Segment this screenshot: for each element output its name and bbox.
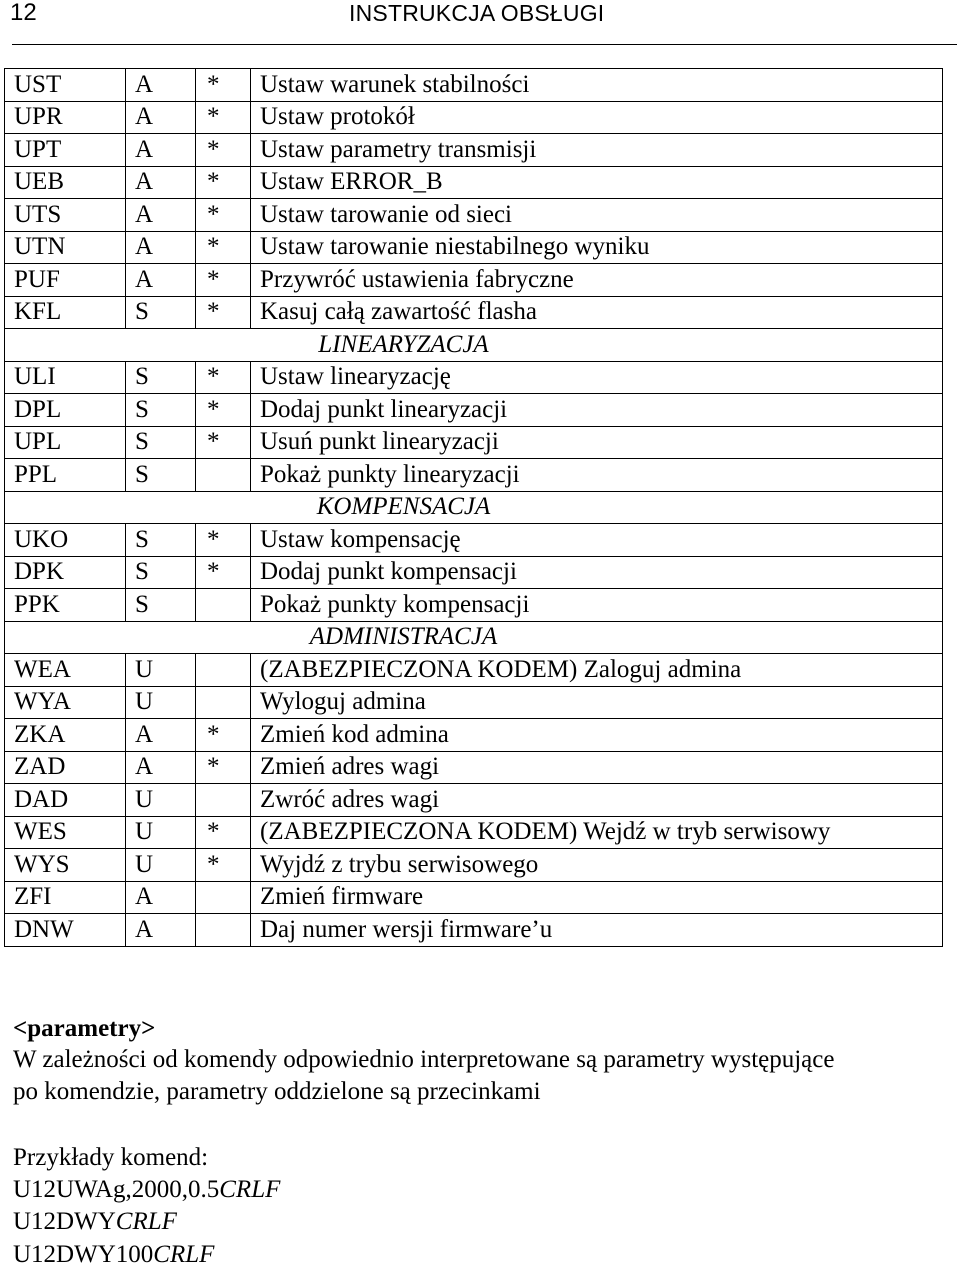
command-code: PPL (5, 459, 126, 492)
command-description: Wyloguj admina (251, 686, 943, 719)
command-mode: U (126, 849, 196, 882)
command-flag (196, 686, 251, 719)
params-description (13, 1044, 834, 1107)
command-code: UPL (5, 426, 126, 459)
command-code: UPT (5, 134, 126, 167)
table-row (5, 751, 943, 784)
command-mode: A (126, 231, 196, 264)
examples-section (13, 1142, 280, 1271)
command-mode: A (126, 719, 196, 752)
command-code: PUF (5, 264, 126, 297)
command-flag: * (196, 231, 251, 264)
command-mode: S (126, 459, 196, 492)
command-code: ZFI (5, 881, 126, 914)
table-row (5, 296, 943, 329)
command-mode: U (126, 686, 196, 719)
command-code: UKO (5, 524, 126, 557)
command-mode: A (126, 69, 196, 102)
example-terminator: CRLF (115, 1208, 177, 1236)
example-command-text: U12UWAg,2000,0.5 (13, 1176, 220, 1204)
command-mode: U (126, 784, 196, 817)
command-code: WYS (5, 849, 126, 882)
command-description: Ustaw protokół (251, 101, 943, 134)
command-description: Przywróć ustawienia fabryczne (251, 264, 943, 297)
command-code: DPL (5, 394, 126, 427)
command-code: ZAD (5, 751, 126, 784)
command-flag: * (196, 166, 251, 199)
table-row (5, 101, 943, 134)
command-mode: S (126, 394, 196, 427)
command-mode: A (126, 134, 196, 167)
command-flag (196, 784, 251, 817)
command-flag: * (196, 394, 251, 427)
command-description: Ustaw linearyzację (251, 361, 943, 394)
command-table (4, 68, 943, 947)
command-flag: * (196, 264, 251, 297)
command-flag (196, 589, 251, 622)
section-row (5, 621, 943, 654)
command-mode: S (126, 556, 196, 589)
params-description-line: W zależności od komendy odpowiednio interpretowane są parametry występujące (13, 1046, 835, 1073)
command-mode: A (126, 881, 196, 914)
table-row (5, 686, 943, 719)
example-command-text: U12DWY (13, 1208, 116, 1236)
command-description: (ZABEZPIECZONA KODEM) Wejdź w tryb serwisowy (251, 816, 943, 849)
command-code: DAD (5, 784, 126, 817)
command-mode: A (126, 199, 196, 232)
command-flag (196, 654, 251, 687)
command-flag: * (196, 361, 251, 394)
command-description: Kasuj całą zawartość flasha (251, 296, 943, 329)
table-row (5, 199, 943, 232)
command-code: UEB (5, 166, 126, 199)
command-description: Usuń punkt linearyzacji (251, 426, 943, 459)
table-row (5, 654, 943, 687)
section-heading: ADMINISTRACJA (5, 621, 943, 654)
command-code: PPK (5, 589, 126, 622)
section-row (5, 491, 943, 524)
params-heading: <parametry> (13, 1015, 156, 1042)
table-row (5, 134, 943, 167)
command-mode: S (126, 524, 196, 557)
command-flag: * (196, 134, 251, 167)
command-description: Pokaż punkty linearyzacji (251, 459, 943, 492)
command-code: UPR (5, 101, 126, 134)
table-row (5, 914, 943, 947)
table-row (5, 231, 943, 264)
command-flag: * (196, 296, 251, 329)
example-terminator: CRLF (153, 1240, 215, 1268)
command-code: UTS (5, 199, 126, 232)
command-description: Daj numer wersji firmware’u (251, 914, 943, 947)
command-description: Zmień adres wagi (251, 751, 943, 784)
table-row (5, 719, 943, 752)
command-flag: * (196, 524, 251, 557)
command-code: DPK (5, 556, 126, 589)
table-row (5, 784, 943, 817)
page-number: 12 (10, 0, 37, 26)
section-row (5, 329, 943, 362)
command-flag: * (196, 816, 251, 849)
command-description: Ustaw warunek stabilności (251, 69, 943, 102)
example-terminator: CRLF (219, 1176, 281, 1204)
example-command (13, 1239, 280, 1271)
command-code: WEA (5, 654, 126, 687)
command-description: Dodaj punkt linearyzacji (251, 394, 943, 427)
command-code: DNW (5, 914, 126, 947)
command-flag (196, 881, 251, 914)
command-mode: A (126, 166, 196, 199)
page-title: INSTRUKCJA OBSŁUGI (349, 0, 605, 26)
table-row (5, 556, 943, 589)
example-command (13, 1174, 280, 1206)
command-flag (196, 914, 251, 947)
command-description: Dodaj punkt kompensacji (251, 556, 943, 589)
examples-heading: Przykłady komend: (13, 1144, 209, 1171)
command-mode: S (126, 296, 196, 329)
command-mode: A (126, 101, 196, 134)
table-row (5, 264, 943, 297)
command-mode: S (126, 361, 196, 394)
command-description: Wyjdź z trybu serwisowego (251, 849, 943, 882)
command-table-body (5, 69, 943, 947)
command-description: Zmień firmware (251, 881, 943, 914)
command-code: UST (5, 69, 126, 102)
command-flag: * (196, 426, 251, 459)
table-row (5, 166, 943, 199)
table-row (5, 524, 943, 557)
command-flag: * (196, 101, 251, 134)
command-description: Ustaw tarowanie niestabilnego wyniku (251, 231, 943, 264)
table-row (5, 69, 943, 102)
command-description: (ZABEZPIECZONA KODEM) Zaloguj admina (251, 654, 943, 687)
command-description: Ustaw ERROR_B (251, 166, 943, 199)
command-code: UTN (5, 231, 126, 264)
section-heading: KOMPENSACJA (5, 491, 943, 524)
table-row (5, 361, 943, 394)
command-description: Ustaw kompensację (251, 524, 943, 557)
command-mode: U (126, 816, 196, 849)
table-row (5, 394, 943, 427)
table-row (5, 459, 943, 492)
command-mode: S (126, 426, 196, 459)
command-flag: * (196, 719, 251, 752)
page-header (0, 0, 960, 40)
command-flag: * (196, 556, 251, 589)
command-mode: S (126, 589, 196, 622)
command-mode: A (126, 751, 196, 784)
example-command (13, 1206, 280, 1238)
table-row (5, 589, 943, 622)
command-code: WYA (5, 686, 126, 719)
command-flag: * (196, 69, 251, 102)
command-description: Zmień kod admina (251, 719, 943, 752)
command-code: WES (5, 816, 126, 849)
example-command-text: U12DWY100 (13, 1240, 154, 1268)
command-flag: * (196, 849, 251, 882)
header-divider (12, 44, 957, 45)
command-flag (196, 459, 251, 492)
command-code: KFL (5, 296, 126, 329)
params-description-line: po komendzie, parametry oddzielone są przecinkami (13, 1077, 541, 1105)
table-row (5, 426, 943, 459)
table-row (5, 849, 943, 882)
command-code: ULI (5, 361, 126, 394)
command-flag: * (196, 751, 251, 784)
table-row (5, 881, 943, 914)
command-description: Ustaw parametry transmisji (251, 134, 943, 167)
table-row (5, 816, 943, 849)
section-heading: LINEARYZACJA (5, 329, 943, 362)
command-flag: * (196, 199, 251, 232)
command-mode: A (126, 914, 196, 947)
command-mode: U (126, 654, 196, 687)
command-description: Pokaż punkty kompensacji (251, 589, 943, 622)
command-description: Ustaw tarowanie od sieci (251, 199, 943, 232)
command-description: Zwróć adres wagi (251, 784, 943, 817)
command-code: ZKA (5, 719, 126, 752)
command-mode: A (126, 264, 196, 297)
